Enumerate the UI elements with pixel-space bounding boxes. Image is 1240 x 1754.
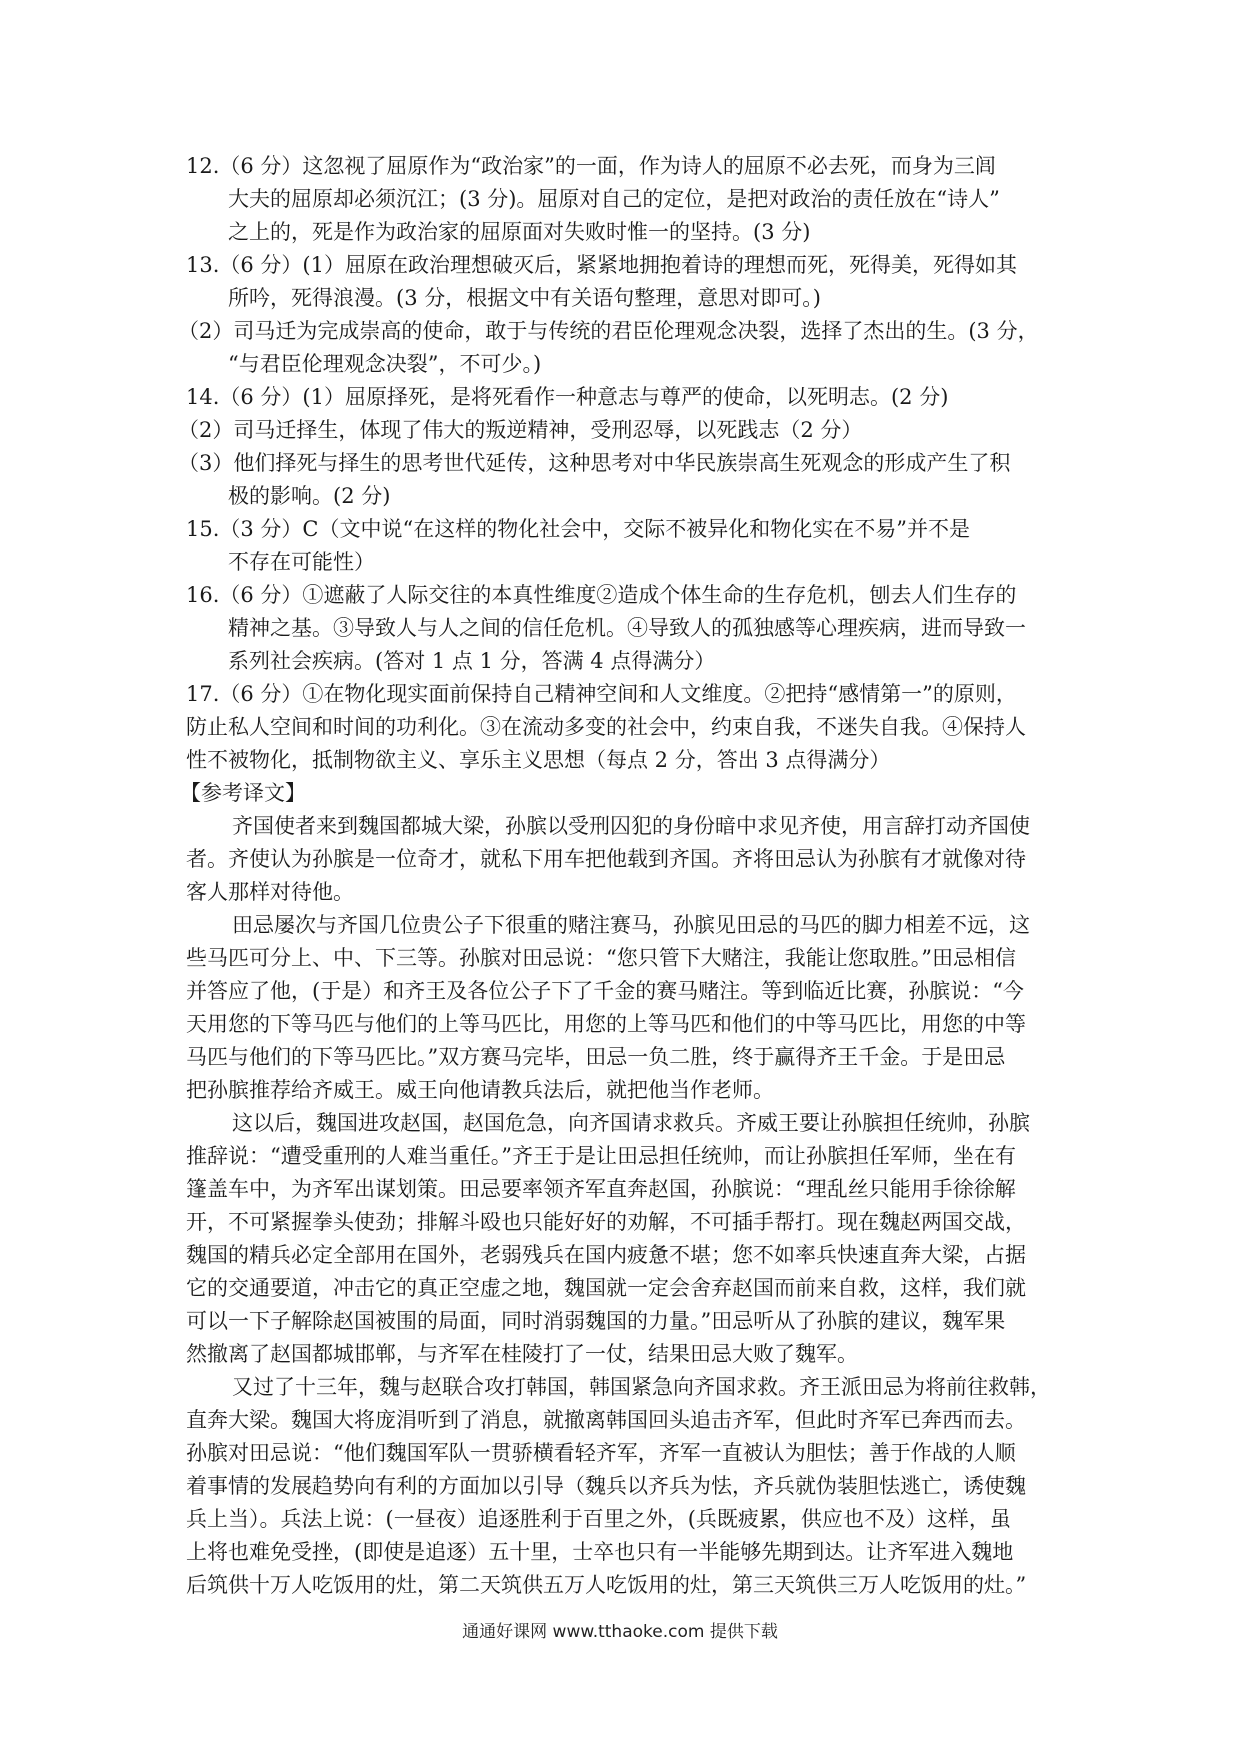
answer-13-part-2 bbox=[178, 315, 1066, 381]
answer-13 bbox=[186, 249, 1066, 315]
text-line: 把孙膑推荐给齐威王。威王向他请教兵法后，就把他当作老师。 bbox=[186, 1078, 774, 1102]
text-line: （2）司马迁为完成崇高的使命，敢于与传统的君臣伦理观念决裂，选择了杰出的生。(3 分， bbox=[178, 319, 1039, 343]
text-line: 之上的，死是作为政治家的屈原面对失败时惟一的坚持。(3 分) bbox=[228, 220, 811, 244]
text-line: 开，不可紧握拳头使劲；排解斗殴也只能好好的劝解，不可插手帮打。现在魏赵两国交战， bbox=[186, 1210, 1026, 1234]
translation-paragraph-2 bbox=[186, 909, 1066, 1107]
answer-15 bbox=[186, 513, 1066, 579]
text-line: 并答应了他，(于是）和齐王及各位公子下了千金的赛马赌注。等到临近比赛，孙膑说：“今 bbox=[186, 979, 1024, 1003]
text-line: 推辞说：“遭受重刑的人难当重任。”齐王于是让田忌担任统帅，而让孙膑担任军师，坐在有 bbox=[186, 1144, 1016, 1168]
text-line: 14.（6 分）(1）屈原择死，是将死看作一种意志与尊严的使命，以死明志。(2 分) bbox=[186, 385, 949, 409]
translation-paragraph-3 bbox=[186, 1107, 1066, 1371]
answer-12 bbox=[186, 150, 1066, 249]
answer-17 bbox=[186, 678, 1066, 777]
translation-paragraph-4 bbox=[186, 1371, 1066, 1602]
answer-14-part-2 bbox=[178, 414, 1066, 447]
text-line: 防止私人空间和时间的功利化。③在流动多变的社会中，约束自我，不迷失自我。④保持人 bbox=[186, 715, 1026, 739]
text-line: 系列社会疾病。(答对 1 点 1 分，答满 4 点得满分） bbox=[228, 649, 716, 673]
text-line: 性不被物化，抵制物欲主义、享乐主义思想（每点 2 分，答出 3 点得满分） bbox=[186, 748, 891, 772]
text-line: 这以后，魏国进攻赵国，赵国危急，向齐国请求救兵。齐威王要让孙膑担任统帅，孙膑 bbox=[232, 1111, 1030, 1135]
text-line: 12.（6 分）这忽视了屈原作为“政治家”的一面，作为诗人的屈原不必去死，而身为三闾 bbox=[186, 154, 996, 178]
text-line: 客人那样对待他。 bbox=[186, 880, 354, 904]
text-line: 直奔大梁。魏国大将庞涓听到了消息，就撤离韩国回头追击齐军，但此时齐军已奔西而去。 bbox=[186, 1408, 1026, 1432]
text-line: 所吟，死得浪漫。(3 分，根据文中有关语句整理，意思对即可。) bbox=[228, 286, 821, 310]
translation-heading: 【参考译文】 bbox=[180, 781, 306, 805]
text-line: 着事情的发展趋势向有利的方面加以引导（魏兵以齐兵为怯，齐兵就伪装胆怯逃亡，诱使魏 bbox=[186, 1474, 1026, 1498]
answer-16 bbox=[186, 579, 1066, 678]
text-line: 魏国的精兵必定全部用在国外，老弱残兵在国内疲惫不堪；您不如率兵快速直奔大梁，占据 bbox=[186, 1243, 1026, 1267]
text-line: 大夫的屈原却必须沉江；(3 分)。屈原对自己的定位，是把对政治的责任放在“诗人” bbox=[228, 187, 1000, 211]
text-line: 者。齐使认为孙膑是一位奇才，就私下用车把他载到齐国。齐将田忌认为孙膑有才就像对待 bbox=[186, 847, 1026, 871]
text-line: 齐国使者来到魏国都城大梁，孙膑以受刑囚犯的身份暗中求见齐使，用言辞打动齐国使 bbox=[232, 814, 1030, 838]
text-line: 16.（6 分）①遮蔽了人际交往的本真性维度②造成个体生命的生存危机，刨去人们生存的 bbox=[186, 583, 1017, 607]
text-line: 17.（6 分）①在物化现实面前保持自己精神空间和人文维度。②把持“感情第一”的原则， bbox=[186, 682, 1017, 706]
text-line: （3）他们择死与择生的思考世代延传，这种思考对中华民族崇高生死观念的形成产生了积 bbox=[178, 451, 1011, 475]
answer-14 bbox=[186, 381, 1066, 414]
text-line: 然撤离了赵国都城邯郸，与齐军在桂陵打了一仗，结果田忌大败了魏军。 bbox=[186, 1342, 858, 1366]
text-line: 上将也难免受挫，(即使是追逐）五十里，士卒也只有一半能够先期到达。让齐军进入魏地 bbox=[186, 1540, 1014, 1564]
text-line: “与君臣伦理观念决裂”，不可少。) bbox=[228, 352, 542, 376]
text-line: 它的交通要道，冲击它的真正空虚之地，魏国就一定会舍弃赵国而前来自救，这样，我们就 bbox=[186, 1276, 1026, 1300]
text-line: 15.（3 分）C（文中说“在这样的物化社会中，交际不被异化和物化实在不易”并不是 bbox=[186, 517, 970, 541]
text-line: 后筑供十万人吃饭用的灶，第二天筑供五万人吃饭用的灶，第三天筑供三万人吃饭用的灶。” bbox=[186, 1573, 1027, 1597]
text-line: 田忌屡次与齐国几位贵公子下很重的赌注赛马，孙膑见田忌的马匹的脚力相差不远，这 bbox=[232, 913, 1030, 937]
text-line: 极的影响。(2 分) bbox=[228, 484, 391, 508]
text-line: 兵上当）。兵法上说：(一昼夜）追逐胜利于百里之外，(兵既疲累，供应也不及）这样，虽 bbox=[186, 1507, 1011, 1531]
text-line: 精神之基。③导致人与人之间的信任危机。④导致人的孤独感等心理疾病，进而导致一 bbox=[228, 616, 1026, 640]
text-line: 可以一下子解除赵国被围的局面，同时消弱魏国的力量。”田忌听从了孙膑的建议，魏军果 bbox=[186, 1309, 1006, 1333]
text-line: 孙膑对田忌说：“他们魏国军队一贯骄横看轻齐军，齐军一直被认为胆怯；善于作战的人顺 bbox=[186, 1441, 1016, 1465]
translation-paragraph-1 bbox=[186, 810, 1066, 909]
text-line: 些马匹可分上、中、下三等。孙膑对田忌说：“您只管下大赌注，我能让您取胜。”田忌相信 bbox=[186, 946, 1016, 970]
text-line: 13.（6 分）(1）屈原在政治理想破灭后，紧紧地拥抱着诗的理想而死，死得美，死得如其 bbox=[186, 253, 1017, 277]
text-line: 又过了十三年，魏与赵联合攻打韩国，韩国紧急向齐国求救。齐王派田忌为将前往救韩， bbox=[232, 1375, 1051, 1399]
page-footer: 通通好课网 www.tthaoke.com 提供下载 bbox=[462, 1622, 778, 1642]
text-line: 马匹与他们的下等马匹比。”双方赛马完毕，田忌一负二胜，终于赢得齐王千金。于是田忌 bbox=[186, 1045, 1006, 1069]
answer-content bbox=[178, 150, 1066, 1602]
text-line: 不存在可能性） bbox=[228, 550, 375, 574]
text-line: 篷盖车中，为齐军出谋划策。田忌要率领齐军直奔赵国，孙膑说：“理乱丝只能用手徐徐解 bbox=[186, 1177, 1016, 1201]
text-line: 天用您的下等马匹与他们的上等马匹比，用您的上等马匹和他们的中等马匹比，用您的中等 bbox=[186, 1012, 1026, 1036]
text-line: （2）司马迁择生，体现了伟大的叛逆精神，受刑忍辱，以死践志（2 分） bbox=[178, 418, 863, 442]
answer-14-part-3 bbox=[178, 447, 1066, 513]
